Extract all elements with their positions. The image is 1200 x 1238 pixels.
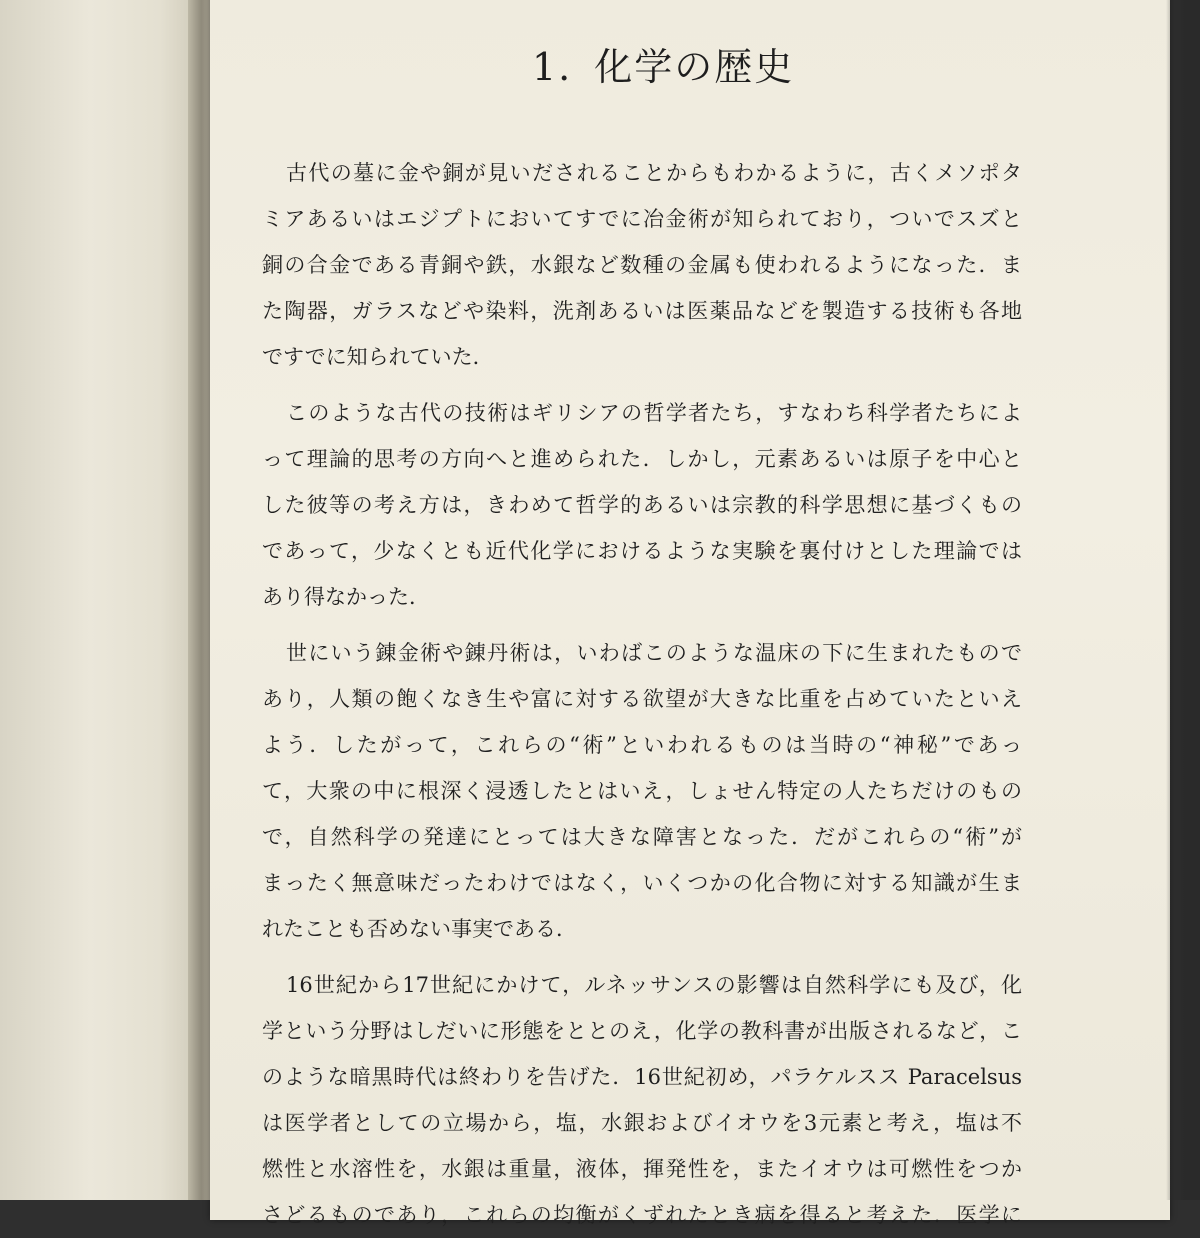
text-line: まったく無意味だったわけではなく，いくつかの化合物に対する知識が生ま [262,871,1022,895]
left-page-edge [0,0,200,1200]
text-line: 銅の合金である青銅や鉄，水銀など数種の金属も使われるようになった．ま [262,253,1022,277]
text-line: あり得なかった． [262,585,430,609]
text-line: 学という分野はしだいに形態をととのえ，化学の教科書が出版されるなど，こ [262,1019,1022,1043]
text-line: た陶器，ガラスなどや染料，洗剤あるいは医薬品などを製造する技術も各地 [262,299,1022,323]
text-line: ですでに知られていた． [262,345,494,369]
text-line: 世にいう錬金術や錬丹術は，いわばこのような温床の下に生まれたもので [286,641,1022,665]
text-line: って理論的思考の方向へと進められた．しかし，元素あるいは原子を中心と [262,447,1022,471]
text-line: て，大衆の中に根深く浸透したとはいえ，しょせん特定の人たちだけのもの [262,779,1022,803]
text-line: 燃性と水溶性を，水銀は重量，液体，揮発性を，またイオウは可燃性をつか [262,1157,1022,1181]
text-line: このような古代の技術はギリシアの哲学者たち，すなわち科学者たちによ [286,401,1022,425]
paragraph-3 [262,630,1022,952]
text-line: した彼等の考え方は，きわめて哲学的あるいは宗教的科学思想に基づくもの [262,493,1022,517]
page-shadow [1166,0,1200,1200]
body-text [262,150,1022,1238]
text-line: 古代の墓に金や銅が見いだされることからもわかるように，古くメソポタ [286,161,1022,185]
text-line: であって，少なくとも近代化学におけるような実験を裏付けとした理論では [262,539,1022,563]
chapter-heading [532,36,794,91]
text-line: のような暗黒時代は終わりを告げた．16世紀初め，パラケルスス Paracelsus [262,1065,1022,1089]
text-line: 16世紀から17世紀にかけて，ルネッサンスの影響は自然科学にも及び，化 [286,973,1022,997]
text-line: で，自然科学の発達にとっては大きな障害となった．だがこれらの“術”が [262,825,1022,849]
text-line: よう．したがって，これらの“術”といわれるものは当時の“神秘”であっ [262,733,1022,757]
paragraph-4 [262,962,1022,1238]
chapter-title: 化学の歴史 [594,45,795,89]
text-line: さどるものであり，これらの均衡がくずれたとき病を得ると考えた．医学に [262,1203,1022,1227]
paragraph-1 [262,150,1022,380]
paragraph-2 [262,390,1022,620]
text-line: ミアあるいはエジプトにおいてすでに冶金術が知られており，ついでスズと [262,207,1022,231]
text-line: あり，人類の飽くなき生や富に対する欲望が大きな比重を占めていたといえ [262,687,1022,711]
text-line: は医学者としての立場から，塩，水銀およびイオウを3元素と考え，塩は不 [262,1111,1022,1135]
text-line: れたことも否めない事実である． [262,917,577,941]
chapter-number: 1. [532,45,573,89]
